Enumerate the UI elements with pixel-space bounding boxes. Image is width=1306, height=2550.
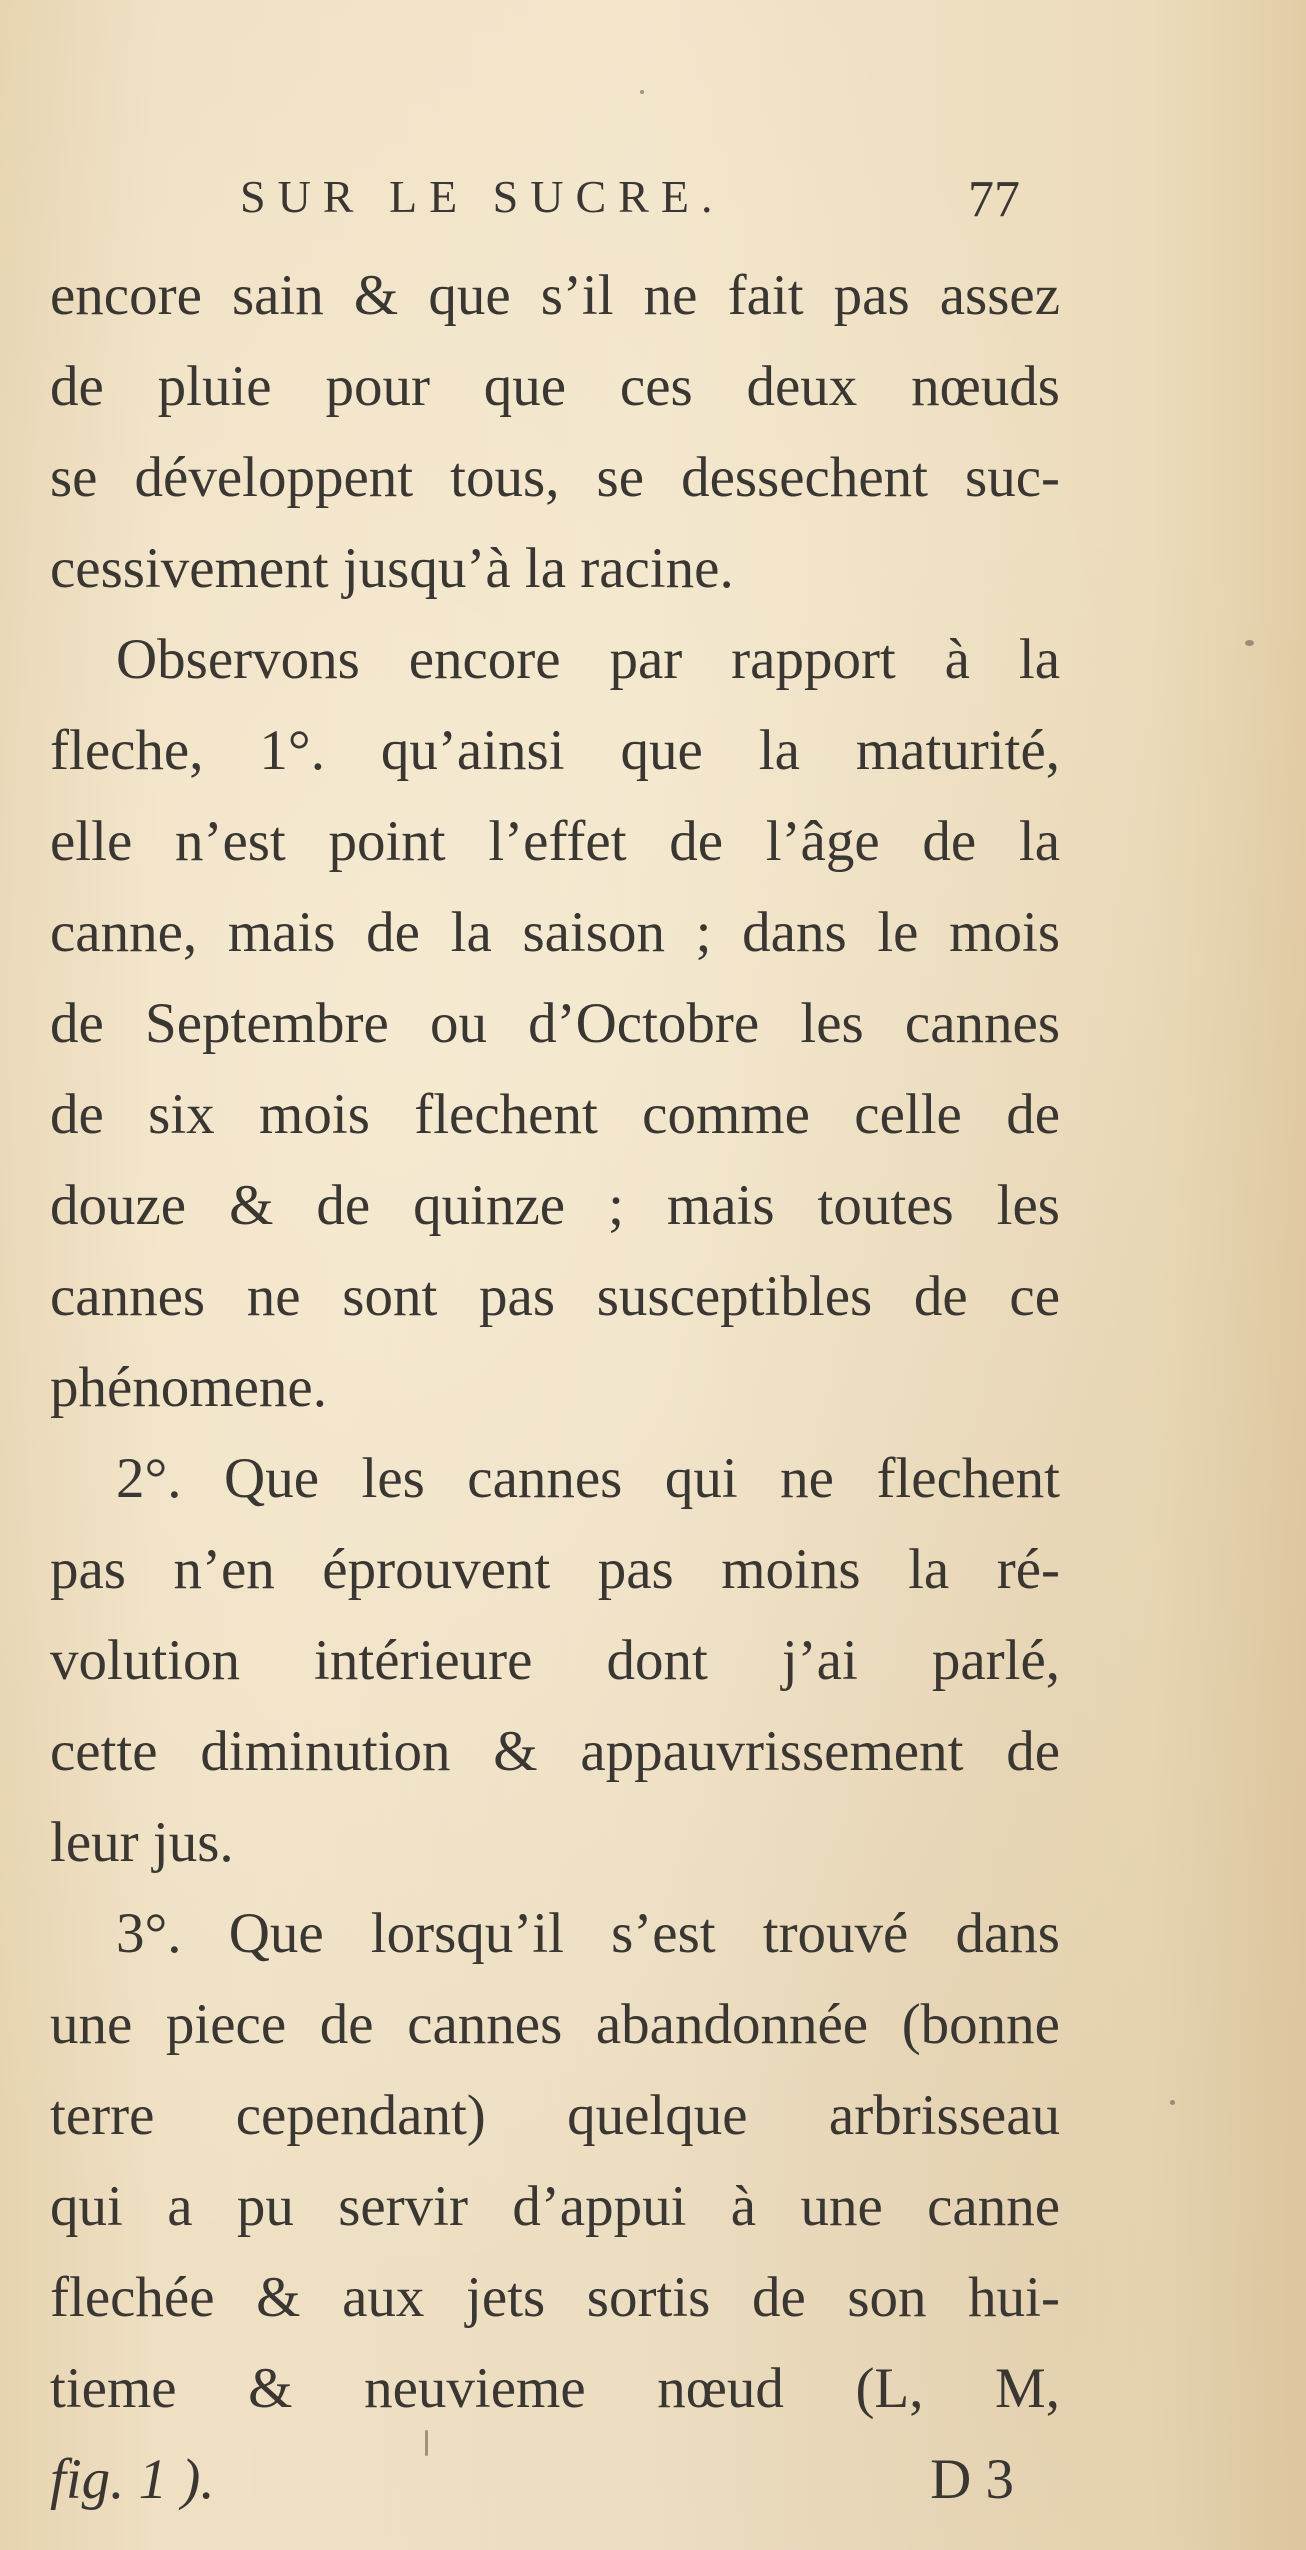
text-line: canne, mais de la saison ; dans le mois [50,901,1060,964]
paper-speck [1170,2100,1175,2105]
text-line: 3°. Que lorsqu’il s’est trouvé dans [116,1902,1060,1965]
text-line: de pluie pour que ces deux nœuds [50,355,1060,418]
text-line: encore sain & que s’il ne fait pas assez [50,264,1060,327]
text-line: une piece de cannes abandonnée (bonne [50,1993,1060,2056]
text-line: cannes ne sont pas susceptibles de ce [50,1265,1060,1328]
page-number: 77 [968,171,1020,228]
paper-speck [1245,640,1254,646]
text-line: qui a pu servir d’appui à une canne [50,2175,1060,2238]
text-line: de six mois flechent comme celle de [50,1083,1060,1146]
text-line: terre cependant) quelque arbrisseau [50,2084,1060,2147]
text-line: se développent tous, se dessechent suc- [50,446,1060,509]
paper-speck [640,90,644,94]
text-line: douze & de quinze ; mais toutes les [50,1174,1060,1237]
signature-mark: D 3 [930,2448,1014,2511]
text-line: fleche, 1°. qu’ainsi que la maturité, [50,719,1060,782]
text-line: cette diminution & appauvrissement de [50,1720,1060,1783]
text-line: Observons encore par rapport à la [116,628,1060,691]
text-line: 2°. Que les cannes qui ne flechent [116,1447,1060,1510]
text-line: pas n’en éprouvent pas moins la ré- [50,1538,1060,1601]
text-line: de Septembre ou d’Octobre les cannes [50,992,1060,1055]
text-line: tieme & neuvieme nœud (L, M, [50,2357,1060,2420]
text-line: elle n’est point l’effet de l’âge de la [50,810,1060,873]
figure-reference: fig. 1 ). [50,2448,215,2511]
running-title: SUR LE SUCRE. [240,171,725,222]
body-text [50,250,1060,2525]
text-line: leur jus. [50,1811,234,1874]
page-footer [50,2434,1060,2525]
text-line: volution intérieure dont j’ai parlé, [50,1629,1060,1692]
text-line: phénomene. [50,1356,327,1419]
text-line: flechée & aux jets sortis de son hui- [50,2266,1060,2329]
page-header [0,170,1306,250]
text-line: cessivement jusqu’à la racine. [50,537,734,600]
